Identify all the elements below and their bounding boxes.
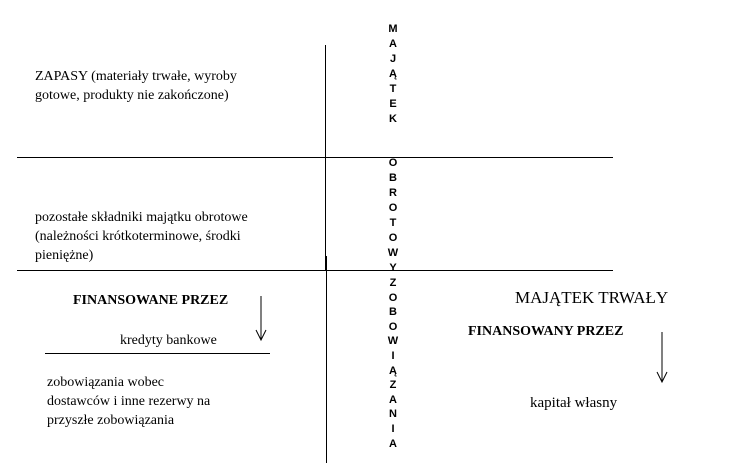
- letter: K: [389, 113, 397, 125]
- zapasy-line-1: [35, 67, 237, 86]
- horizontal-divider-middle: [17, 270, 613, 271]
- kapital-wlasny-label: kapitał własny: [530, 395, 618, 411]
- zobowiazania-line-1: zobowiązania wobec: [47, 375, 164, 390]
- zapasy-title: ZAPASY: [35, 69, 88, 84]
- central-vertical-line-bottom: [326, 256, 327, 463]
- vertical-word-zobowiazania: [386, 276, 400, 451]
- finansowany-przez-label: FINANSOWANY PRZEZ: [468, 324, 624, 339]
- pozostale-line-1: pozostałe składniki majątku obrotowe: [35, 210, 248, 225]
- zobowiazania-line-2: dostawców i inne rezerwy na: [47, 394, 211, 409]
- letter: R: [389, 187, 397, 199]
- finansowane-przez-label: FINANSOWANE PRZEZ: [73, 293, 229, 308]
- letter: O: [388, 157, 398, 169]
- arrow-down-icon: [254, 294, 268, 344]
- letter: I: [391, 349, 395, 362]
- pozostale-line-3: pieniężne): [35, 248, 94, 263]
- letter: N: [389, 408, 397, 421]
- letter: O: [388, 320, 398, 333]
- letter: A: [389, 38, 397, 50]
- letter: T: [389, 83, 397, 95]
- letter: W: [387, 247, 399, 259]
- vertical-word-obrotowy: [386, 156, 400, 276]
- letter: I: [391, 422, 395, 435]
- vertical-word-majatek: [386, 22, 400, 127]
- letter: O: [388, 202, 398, 214]
- pozostale-line-2: (należności krótkoterminowe, środki: [35, 229, 241, 244]
- letter: A: [389, 437, 397, 450]
- letter: J: [389, 53, 397, 65]
- letter: B: [389, 306, 397, 319]
- zapasy-line-2: gotowe, produkty nie zakończone): [35, 88, 229, 103]
- arrow-down-icon: [655, 330, 669, 386]
- horizontal-divider-kredyty: [45, 353, 270, 354]
- letter: T: [389, 217, 397, 229]
- letter: Ą: [389, 364, 397, 377]
- letter: Y: [389, 262, 397, 274]
- letter: Z: [389, 379, 397, 392]
- letter: B: [389, 172, 397, 184]
- kredyty-bankowe-label: kredyty bankowe: [120, 333, 217, 348]
- letter: Z: [389, 277, 397, 289]
- letter: M: [388, 23, 398, 35]
- zobowiazania-line-3: przyszłe zobowiązania: [47, 413, 175, 428]
- letter: O: [388, 232, 398, 244]
- horizontal-divider-top: [17, 157, 613, 158]
- zapasy-description: (materiały trwałe, wyroby: [87, 69, 237, 84]
- letter: W: [387, 335, 399, 348]
- letter: A: [389, 393, 397, 406]
- letter: O: [388, 291, 398, 304]
- letter: Ą: [389, 68, 397, 80]
- majatek-trwaly-heading: MAJĄTEK TRWAŁY: [515, 288, 669, 307]
- letter: E: [389, 98, 397, 110]
